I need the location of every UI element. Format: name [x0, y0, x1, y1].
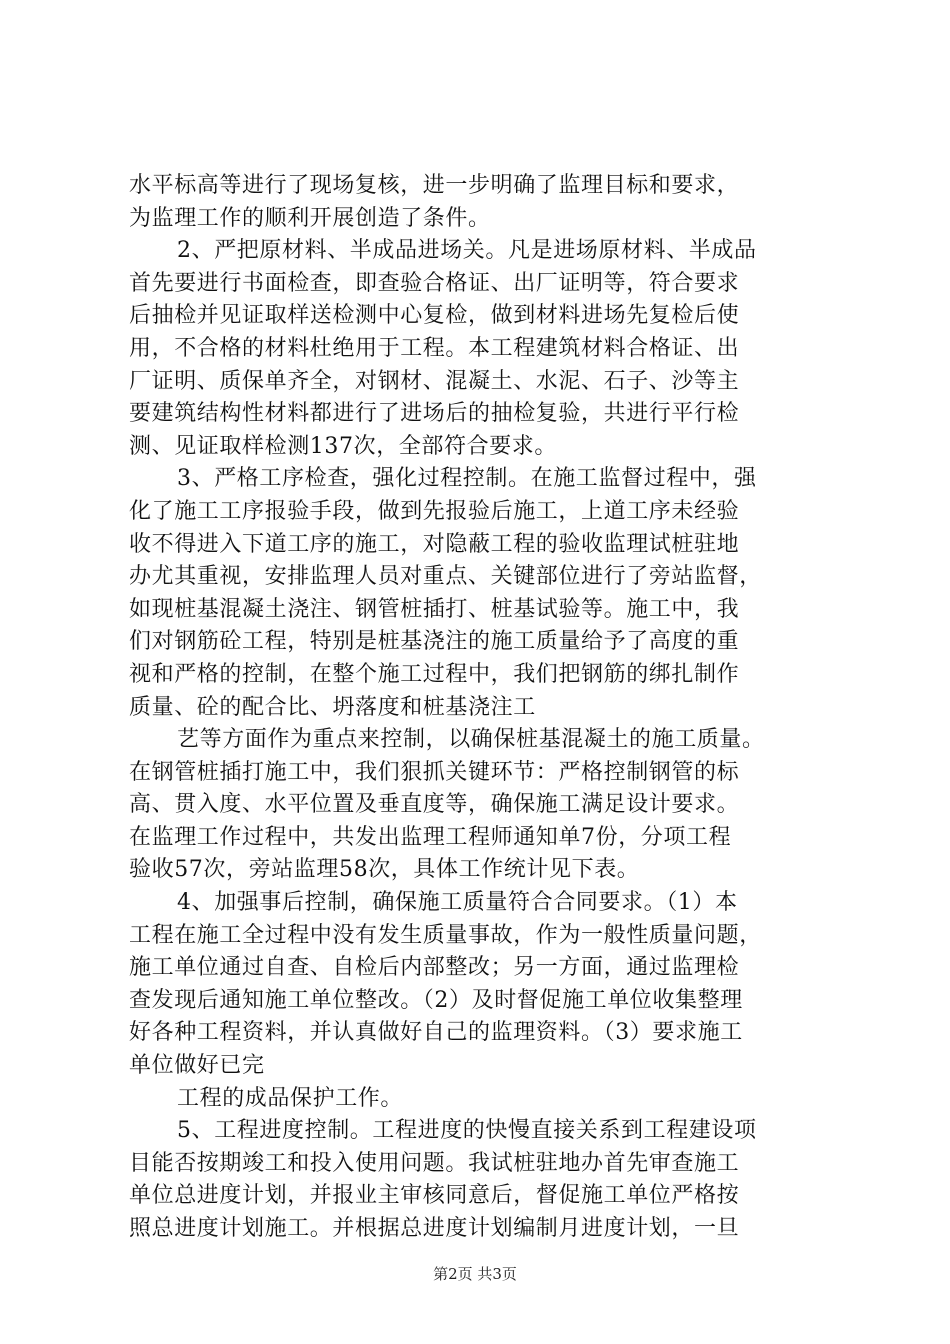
text-line: 办尤其重视，安排监理人员对重点、关键部位进行了旁站监督， [129, 564, 762, 590]
text-line: 施工单位通过自查、自检后内部整改；另一方面，通过监理检 [129, 955, 740, 981]
text-line: 视和严格的控制，在整个施工过程中，我们把钢筋的绑扎制作 [129, 661, 740, 687]
text-line: 首先要进行书面检查，即查验合格证、出厂证明等，符合要求 [129, 270, 740, 296]
text-line: 后抽检并见证取样送检测中心复检，做到材料进场先复检后使 [129, 303, 740, 329]
text-line: 好各种工程资料，并认真做好自己的监理资料。（3）要求施工 [129, 1020, 743, 1046]
text-line: 化了施工工序报验手段，做到先报验后施工，上道工序未经验 [129, 498, 740, 524]
text-line-continued: 工程的成品保护工作。 [177, 1085, 404, 1111]
text-line: 为监理工作的顺利开展创造了条件。 [129, 205, 491, 231]
text-line: 收不得进入下道工序的施工，对隐蔽工程的验收监理试桩驻地 [129, 531, 740, 557]
paragraph-4-start: 4、加强事后控制，确保施工质量符合合同要求。（1）本 [177, 890, 738, 916]
text-line: 高、贯入度、水平位置及垂直度等，确保施工满足设计要求。 [129, 792, 740, 818]
text-line: 质量、砼的配合比、坍落度和桩基浇注工 [129, 694, 536, 720]
text-line: 厂证明、质保单齐全，对钢材、混凝土、水泥、石子、沙等主 [129, 368, 740, 394]
paragraph-2-start: 2、严把原材料、半成品进场关。凡是进场原材料、半成品 [177, 238, 757, 264]
text-line: 目能否按期竣工和投入使用问题。我试桩驻地办首先审查施工 [129, 1150, 740, 1176]
text-line-continued: 艺等方面作为重点来控制，以确保桩基混凝土的施工质量。 [177, 727, 765, 753]
document-body [129, 170, 849, 1246]
text-line: 如现桩基混凝土浇注、钢管桩插打、桩基试验等。施工中，我 [129, 596, 740, 622]
text-line: 测、见证取样检测137次，全部符合要求。 [129, 433, 557, 459]
paragraph-3-start: 3、严格工序检查，强化过程控制。在施工监督过程中，强 [177, 466, 757, 492]
text-line: 在钢管桩插打施工中，我们狠抓关键环节：严格控制钢管的标 [129, 759, 740, 785]
text-line: 单位总进度计划，并报业主审核同意后，督促施工单位严格按 [129, 1183, 740, 1209]
page-footer [0, 1264, 950, 1284]
text-line: 们对钢筋砼工程，特别是桩基浇注的施工质量给予了高度的重 [129, 629, 740, 655]
text-line: 工程在施工全过程中没有发生质量事故，作为一般性质量问题， [129, 922, 762, 948]
text-line: 单位做好已完 [129, 1053, 265, 1079]
page-number: 第2页 共3页 [433, 1265, 517, 1283]
text-line: 照总进度计划施工。并根据总进度计划编制月进度计划，一旦 [129, 1216, 740, 1241]
text-line: 在监理工作过程中，共发出监理工程师通知单7份，分项工程 [129, 824, 732, 850]
text-line: 验收57次，旁站监理58次，具体工作统计见下表。 [129, 857, 640, 883]
paragraph-5-start: 5、工程进度控制。工程进度的快慢直接关系到工程建设项 [177, 1118, 757, 1144]
text-line: 要建筑结构性材料都进行了进场后的抽检复验，共进行平行检 [129, 401, 740, 427]
text-line: 用，不合格的材料杜绝用于工程。本工程建筑材料合格证、出 [129, 335, 740, 361]
text-line: 查发现后通知施工单位整改。（2）及时督促施工单位收集整理 [129, 987, 743, 1013]
text-line: 水平标高等进行了现场复核，进一步明确了监理目标和要求， [129, 173, 740, 198]
